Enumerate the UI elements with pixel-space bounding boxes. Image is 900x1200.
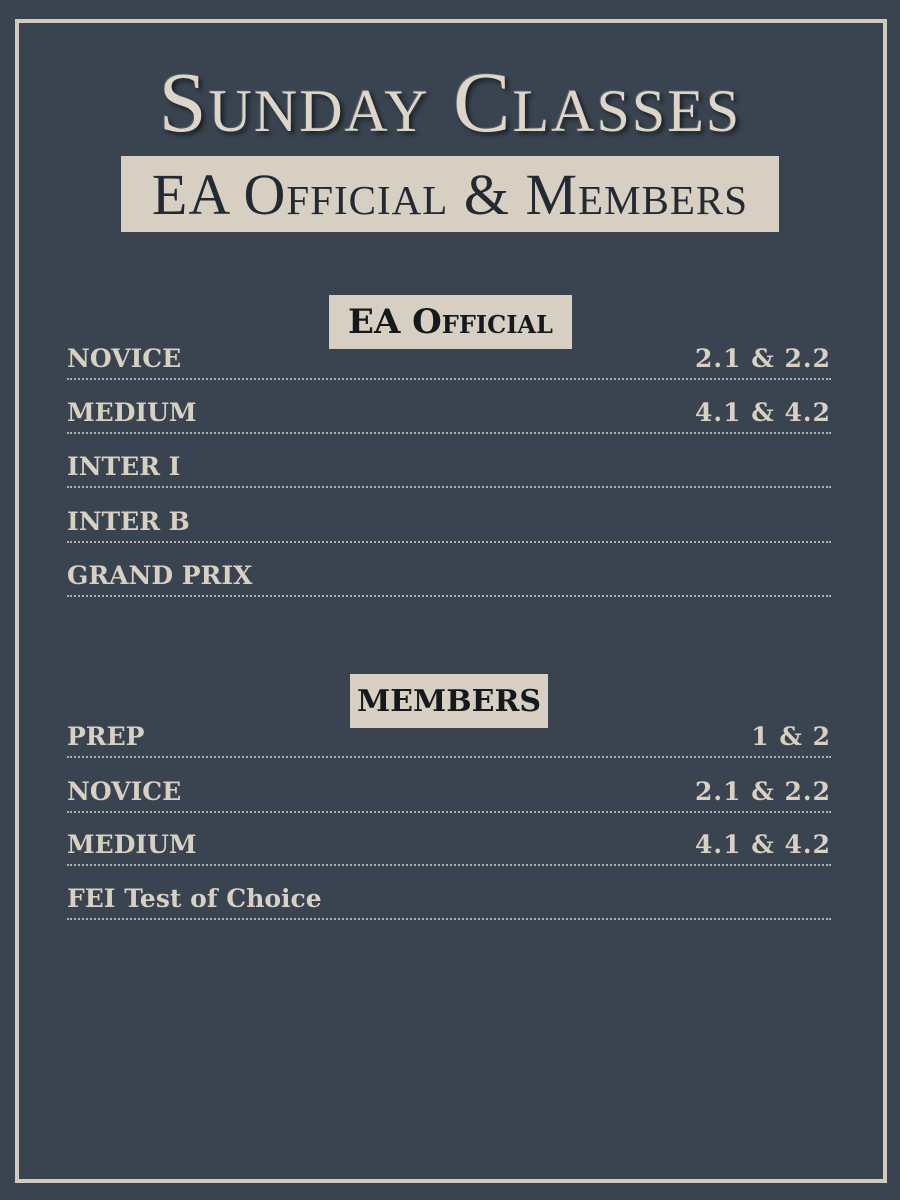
page-title: Sunday Classes bbox=[158, 54, 742, 150]
class-tests: 4.1 & 4.2 bbox=[695, 830, 831, 859]
class-name: PREP bbox=[67, 722, 145, 751]
class-tests: 2.1 & 2.2 bbox=[695, 344, 831, 373]
class-row bbox=[67, 340, 831, 380]
class-row bbox=[67, 718, 831, 758]
class-name: NOVICE bbox=[67, 777, 182, 806]
class-row bbox=[67, 880, 831, 920]
class-name: GRAND PRIX bbox=[67, 561, 253, 590]
class-tests: 1 & 2 bbox=[751, 722, 831, 751]
class-row bbox=[67, 503, 831, 543]
class-row bbox=[67, 773, 831, 813]
class-name: NOVICE bbox=[67, 344, 182, 373]
class-name: MEDIUM bbox=[67, 398, 197, 427]
class-name: INTER I bbox=[67, 452, 181, 481]
subtitle: EA Official & Members bbox=[151, 161, 749, 227]
class-tests: 4.1 & 4.2 bbox=[695, 398, 831, 427]
class-name: INTER B bbox=[67, 507, 190, 536]
class-tests: 2.1 & 2.2 bbox=[695, 777, 831, 806]
class-name: MEDIUM bbox=[67, 830, 197, 859]
class-name: FEI Test of Choice bbox=[67, 884, 322, 913]
section-label-text: MEMBERS bbox=[356, 683, 542, 719]
subtitle-banner bbox=[121, 156, 779, 232]
class-row bbox=[67, 448, 831, 488]
class-row bbox=[67, 557, 831, 597]
section-label-text: EA Official bbox=[348, 302, 553, 342]
class-row bbox=[67, 394, 831, 434]
class-row bbox=[67, 826, 831, 866]
